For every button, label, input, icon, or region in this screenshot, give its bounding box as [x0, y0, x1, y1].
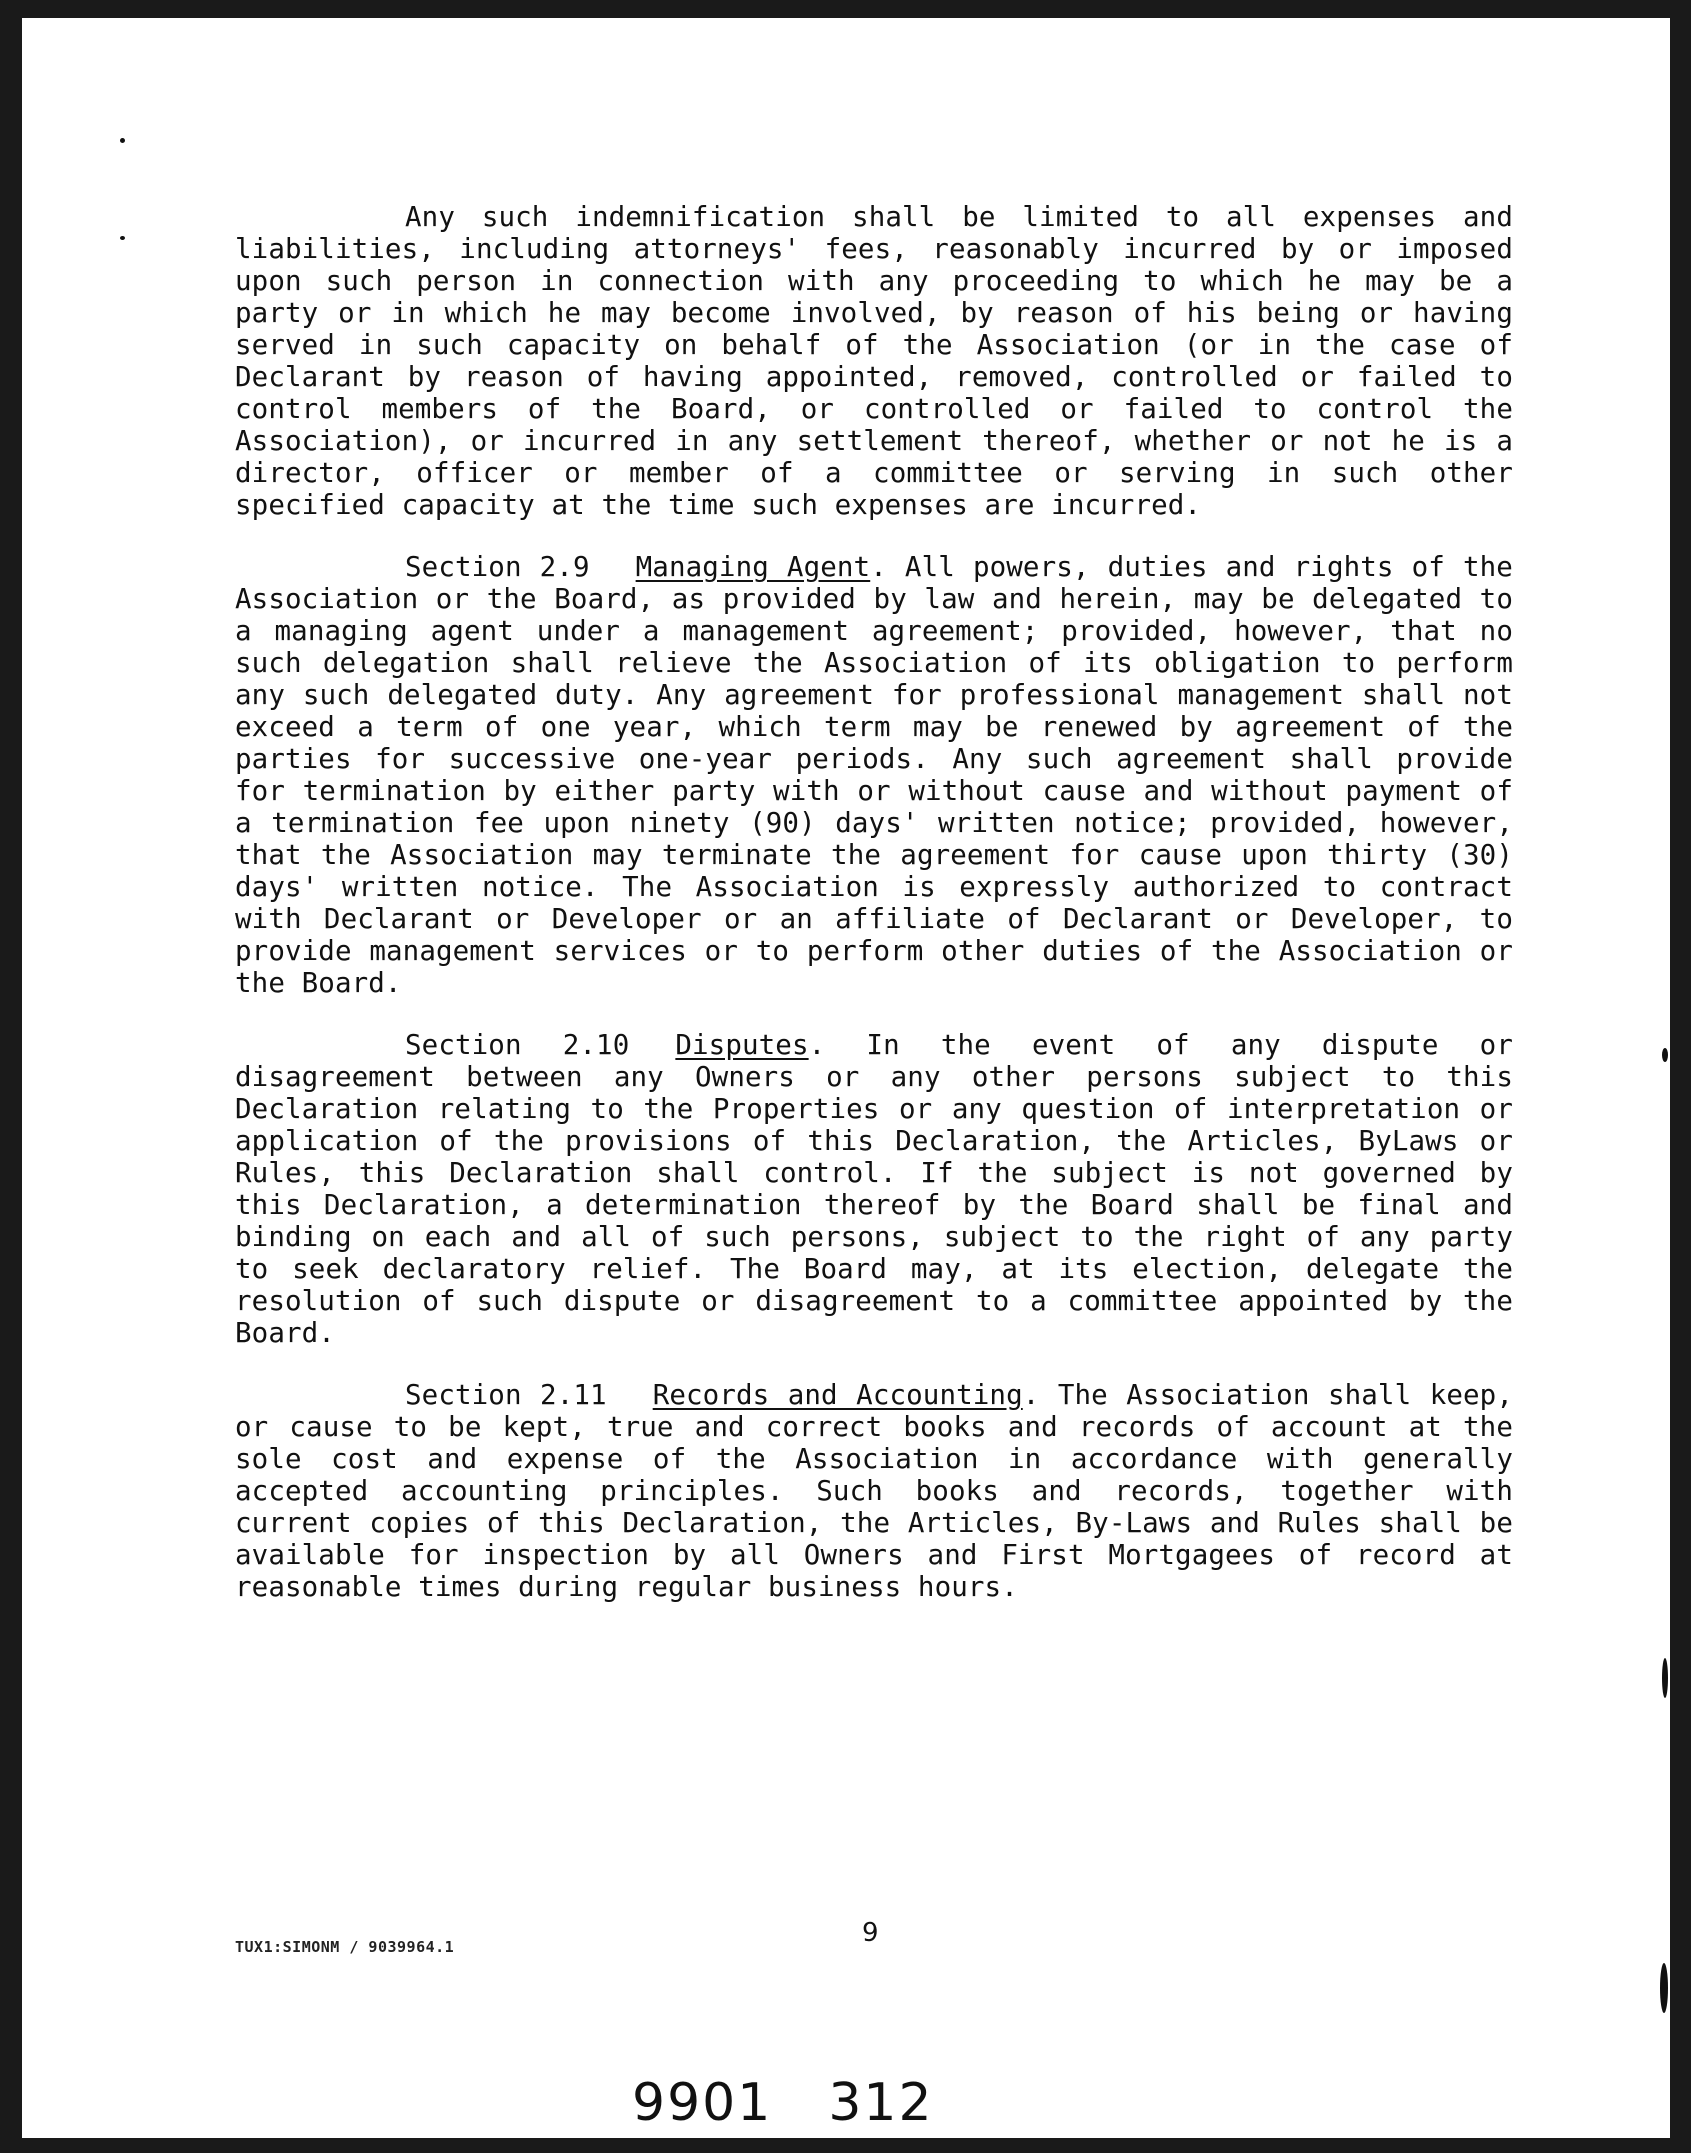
paragraph-indemnification — [235, 201, 1513, 521]
stamp-book-number: 9901 — [632, 2073, 773, 2133]
stamp-page-number: 312 — [828, 2073, 934, 2133]
paragraph-text: Any such indemnification shall be limited to all expenses and liabilities, including attorneys' fees, reasonably incurred by or imposed upon such person in connection with any proceeding to which he may be a party or in which he may become involved, by reason of his being or having served in such capacity on behalf of the Association (or in the case of Declarant by reason of having appointed, removed, controlled or failed to control members of the Board, or controlled or failed to control the Association), or incurred in any settlement thereof, whether or not he is a director, officer or member of a committee or serving in such other specified capacity at the time such expenses are incurred. — [235, 201, 1513, 521]
section-label: Section 2.9 — [405, 551, 590, 583]
scan-speck — [120, 236, 125, 240]
scan-speck — [1662, 1658, 1668, 1698]
section-text: . In the event of any dispute or disagreement between any Owners or any other persons subject to this Declaration relating to the Properties or any question of interpretation or application of the provisions of this Declaration, the Articles, ByLaws or Rules, this Declaration shall control. If the subject is not governed by this Declaration, a determination thereof by the Board shall be final and binding on each and all of such persons, subject to the right of any party to seek declaratory relief. The Board may, at its election, delegate the resolution of such dispute or disagreement to a committee appointed by the Board. — [235, 1029, 1513, 1349]
section-label: Section 2.10 — [405, 1029, 630, 1061]
section-title: Records and Accounting — [652, 1379, 1023, 1411]
scan-speck — [1660, 1963, 1668, 2013]
section-2-10-disputes — [235, 1029, 1513, 1349]
scan-speck — [1662, 1048, 1668, 1062]
section-2-9-managing-agent — [235, 551, 1513, 999]
section-title: Disputes — [675, 1029, 809, 1061]
section-label: Section 2.11 — [405, 1379, 607, 1411]
page-number: 9 — [862, 1918, 879, 1948]
document-page — [22, 18, 1670, 2138]
document-body — [235, 201, 1513, 1633]
recording-stamp — [632, 2073, 934, 2133]
section-title: Managing Agent — [635, 551, 871, 583]
section-2-11-records — [235, 1379, 1513, 1603]
section-text: . The Association shall keep, or cause to be kept, true and correct books and records of account at the sole cost and expense of the Association in accordance with generally accepted accounting principles. Such books and records, together with current copies of this Declaration, the Articles, By-Laws and Rules shall be available for inspection by all Owners and First Mortgagees of record at reasonable times during regular business hours. — [235, 1379, 1513, 1603]
footer-document-id: TUX1:SIMONM / 9039964.1 — [235, 1938, 455, 1956]
scan-speck — [120, 138, 125, 143]
section-text: . All powers, duties and rights of the Association or the Board, as provided by law and herein, may be delegated to a managing agent under a management agreement; provided, however, that no such delegation shall relieve the Association of its obligation to perform any such delegated duty. Any agreement for professional management shall not exceed a term of one year, which term may be renewed by agreement of the parties for successive one-year periods. Any such agreement shall provide for termination by either party with or without cause and without payment of a termination fee upon ninety (90) days' written notice; provided, however, that the Association may terminate the agreement for cause upon thirty (30) days' written notice. The Association is expressly authorized to contract with Declarant or Developer or an affiliate of Declarant or Developer, to provide management services or to perform other duties of the Association or the Board. — [235, 551, 1513, 999]
